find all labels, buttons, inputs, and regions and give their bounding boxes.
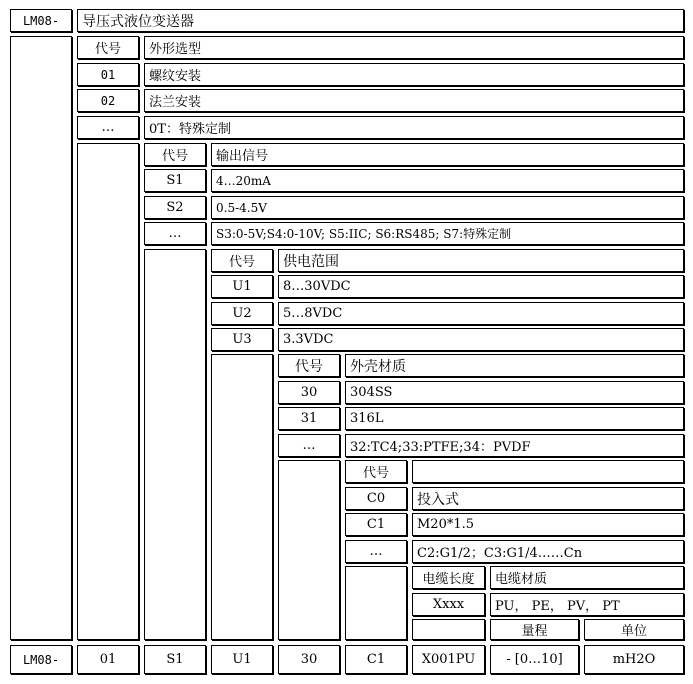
- housing-desc-304ss: 304SS: [345, 381, 684, 404]
- shape-desc-flange: 法兰安装: [144, 89, 684, 112]
- connection-column-spacer: [345, 566, 407, 640]
- supply-code-u1: U1: [211, 275, 273, 298]
- connection-desc-others: C2:G1/2；C3:G1/4……Cn: [412, 540, 684, 563]
- supply-column-spacer: [211, 354, 273, 640]
- output-code-s1: S1: [144, 169, 206, 192]
- output-code-more: …: [144, 222, 206, 245]
- housing-desc-others: 32:TC4;33:PTFE;34：PVDF: [345, 434, 684, 457]
- connection-desc-m20: M20*1.5: [412, 513, 684, 536]
- housing-code-30: 30: [278, 381, 340, 404]
- shape-code-02: 02: [77, 89, 139, 112]
- supply-code-u2: U2: [211, 302, 273, 325]
- example-shape-code: 01: [77, 645, 139, 674]
- header-product-name: 导压式液位变送器: [77, 9, 684, 32]
- output-title: 输出信号: [211, 143, 684, 166]
- shape-code-01: 01: [77, 63, 139, 86]
- connection-code-c0: C0: [345, 487, 407, 510]
- example-housing-code: 30: [278, 645, 340, 674]
- range-blank-cell: [412, 619, 485, 640]
- shape-desc-custom: 0T：特殊定制: [144, 116, 684, 139]
- supply-desc-8-30v: 8…30VDC: [278, 275, 684, 298]
- cable-material-options: PU， PE， PV， PT: [490, 593, 684, 616]
- output-column-spacer: [144, 249, 206, 640]
- supply-code-header: 代号: [211, 249, 273, 272]
- example-supply-code: U1: [211, 645, 273, 674]
- example-range: - [0…10]: [490, 645, 579, 674]
- shape-code-more: …: [77, 116, 139, 139]
- output-code-header: 代号: [144, 143, 206, 166]
- connection-desc-submersible: 投入式: [412, 487, 684, 510]
- housing-column-spacer: [278, 460, 340, 640]
- cable-material-label: 电缆材质: [490, 566, 684, 589]
- example-cable-code: X001PU: [412, 645, 485, 674]
- cable-length-label: 电缆长度: [412, 566, 485, 589]
- shape-title: 外形选型: [144, 36, 684, 59]
- housing-desc-316l: 316L: [345, 407, 684, 430]
- output-desc-4-20ma: 4…20mA: [211, 169, 684, 192]
- model-column-spacer: [10, 36, 72, 640]
- connection-code-header: 代号: [345, 460, 407, 483]
- connection-code-more: …: [345, 540, 407, 563]
- housing-code-header: 代号: [278, 354, 340, 377]
- supply-title: 供电范围: [278, 249, 684, 272]
- housing-title: 外壳材质: [345, 354, 684, 377]
- housing-code-more: …: [278, 434, 340, 457]
- example-output-code: S1: [144, 645, 206, 674]
- shape-desc-thread: 螺纹安装: [144, 63, 684, 86]
- supply-desc-3-3v: 3.3VDC: [278, 328, 684, 351]
- example-unit: mH2O: [584, 645, 684, 674]
- unit-label: 单位: [584, 619, 684, 640]
- example-model: LM08-: [10, 645, 72, 674]
- output-desc-others: S3:0-5V;S4:0-10V; S5:IIC; S6:RS485; S7:特殊定制: [211, 222, 684, 245]
- output-desc-voltage: 0.5-4.5V: [211, 196, 684, 219]
- connection-code-c1: C1: [345, 513, 407, 536]
- housing-code-31: 31: [278, 407, 340, 430]
- example-connection-code: C1: [345, 645, 407, 674]
- range-label: 量程: [490, 619, 579, 640]
- shape-column-spacer: [77, 143, 139, 640]
- supply-desc-5-8v: 5…8VDC: [278, 302, 684, 325]
- header-model-code: LM08-: [10, 9, 72, 32]
- supply-code-u3: U3: [211, 328, 273, 351]
- cable-length-code: Xxxx: [412, 593, 485, 616]
- shape-code-header: 代号: [77, 36, 139, 59]
- output-code-s2: S2: [144, 196, 206, 219]
- connection-title: [412, 460, 684, 483]
